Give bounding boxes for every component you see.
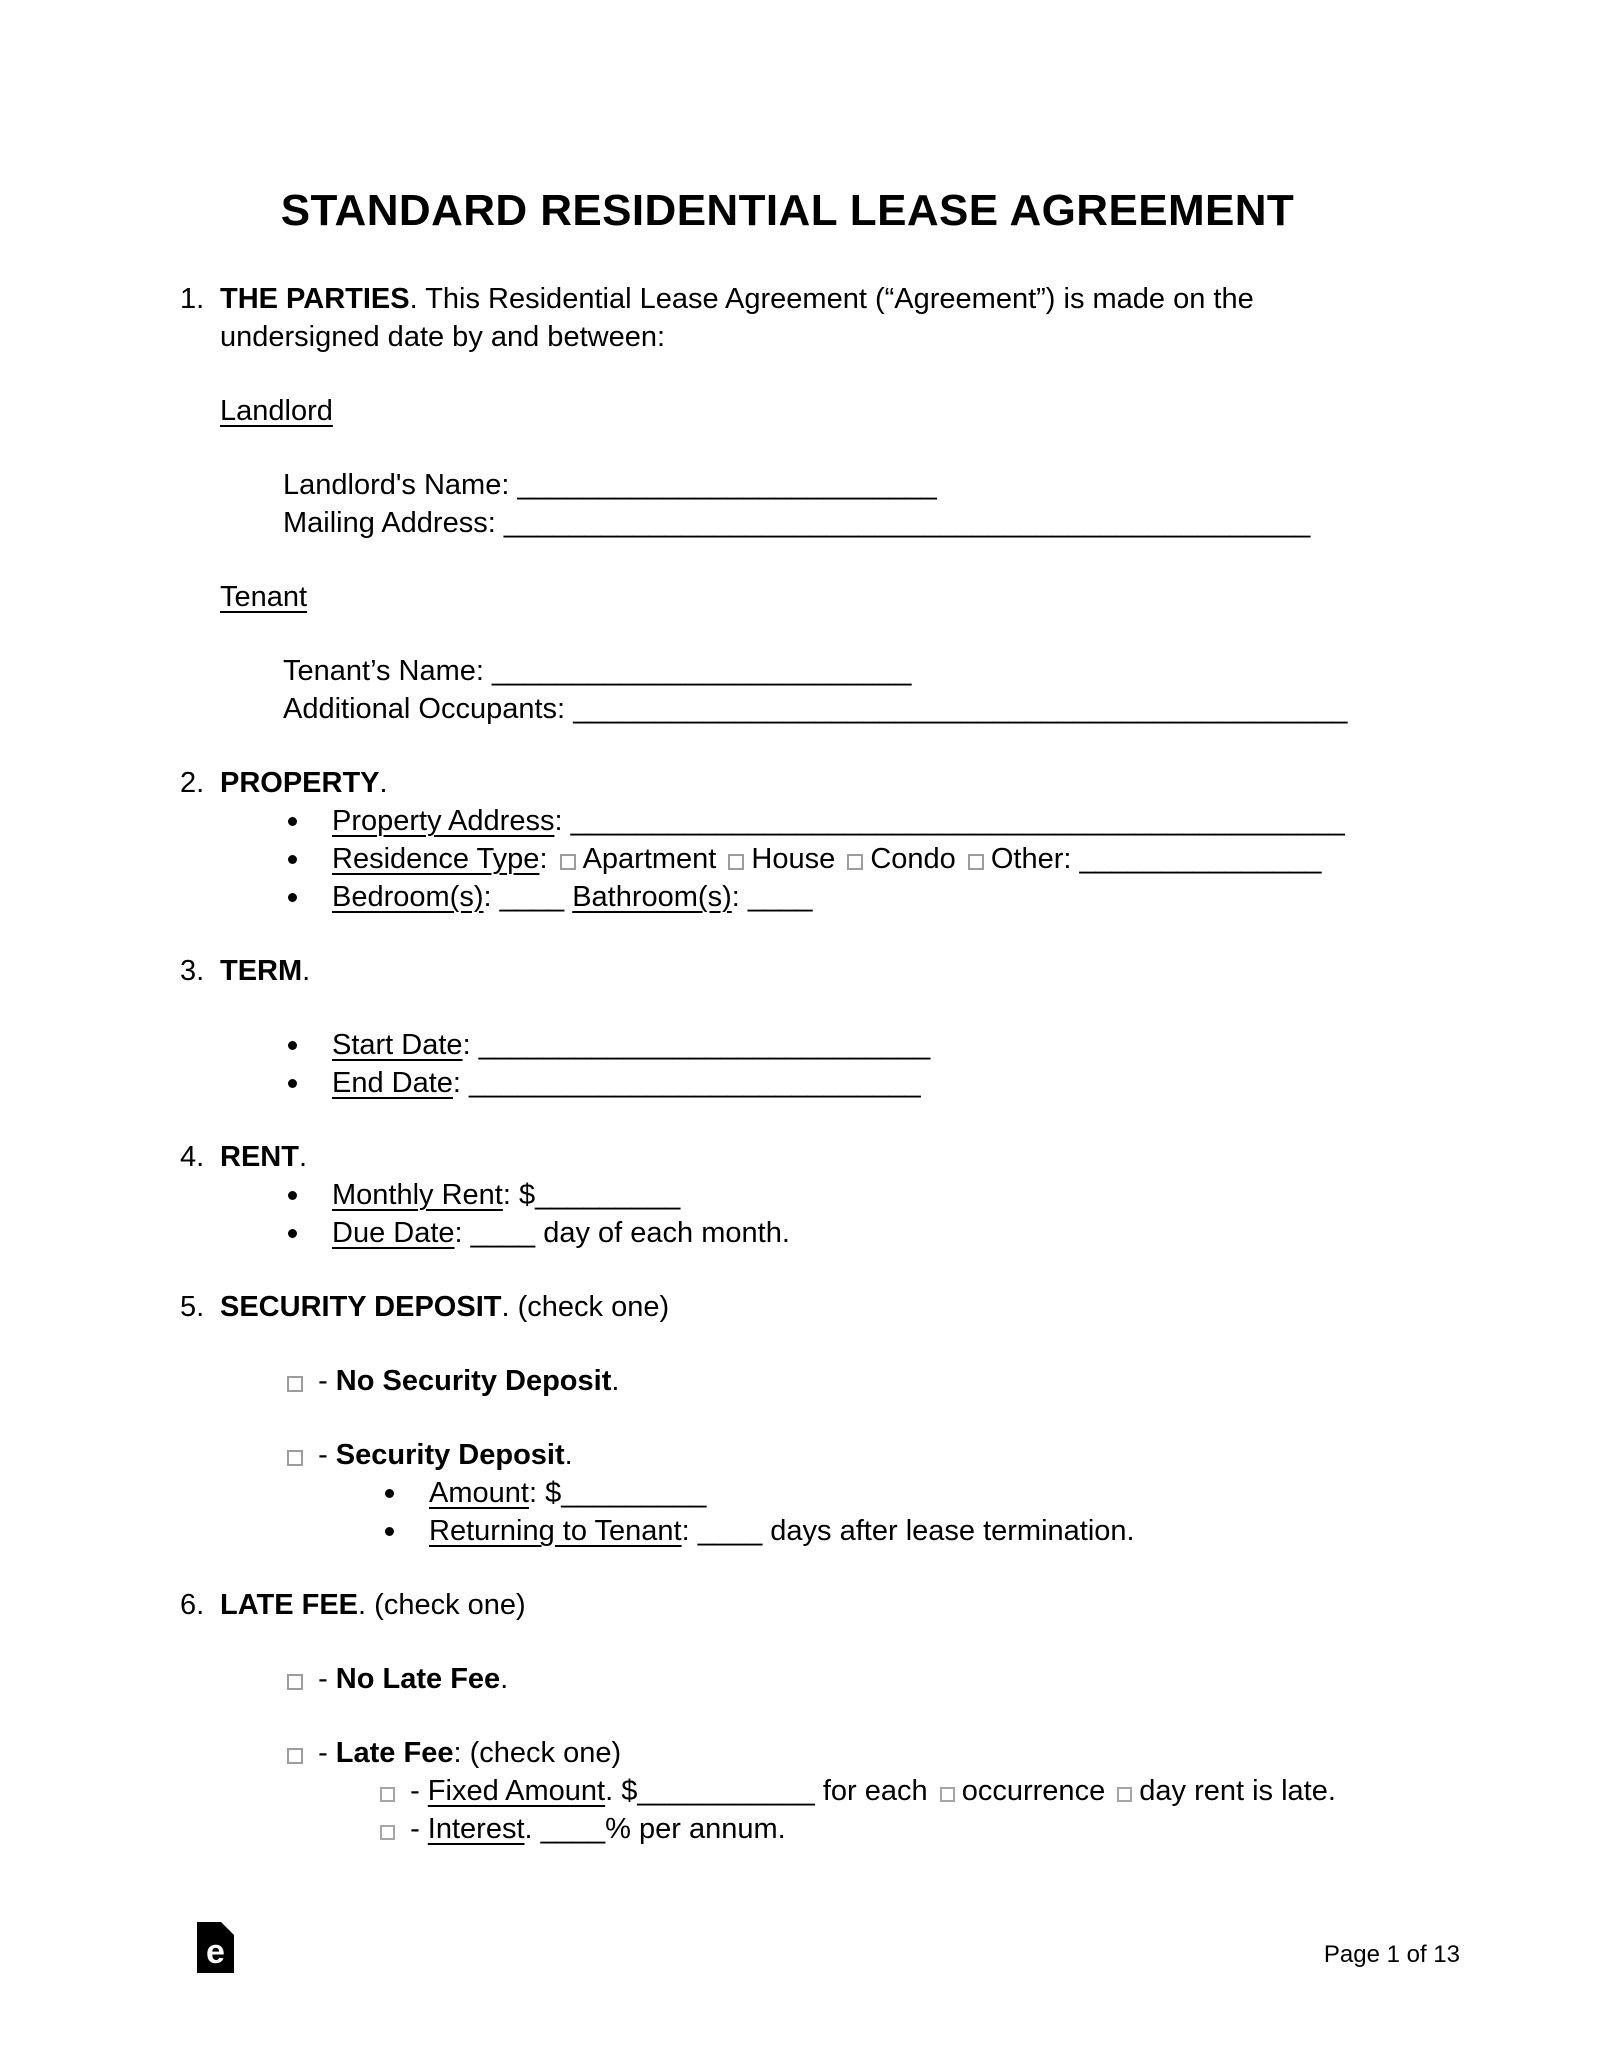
colon: : xyxy=(462,1029,471,1061)
monthly-rent-blank[interactable]: _________ xyxy=(535,1179,681,1211)
monthly-rent-line xyxy=(220,1176,1395,1214)
bedrooms-blank[interactable]: ____ xyxy=(499,881,565,913)
period: . xyxy=(605,1775,614,1807)
bathrooms-label: Bathroom(s) xyxy=(572,881,732,913)
bullet-icon xyxy=(288,1229,297,1238)
period: . xyxy=(524,1813,533,1845)
colon: : xyxy=(483,881,492,913)
dash: - xyxy=(318,1365,328,1397)
end-date-label: End Date xyxy=(332,1067,453,1099)
security-deposit-heading: SECURITY DEPOSIT xyxy=(220,1291,502,1323)
section-rent xyxy=(180,1138,1395,1252)
section-number: 6. xyxy=(180,1589,205,1621)
due-date-line xyxy=(220,1214,1395,1252)
checkbox-fixed-amount[interactable] xyxy=(380,1787,395,1802)
checkbox-security-deposit[interactable] xyxy=(287,1450,303,1466)
section-number: 4. xyxy=(180,1141,205,1173)
day-rent-late-label: day rent is late. xyxy=(1139,1775,1336,1807)
section-late-fee-body xyxy=(220,1586,1395,1848)
fixed-amount-option xyxy=(380,1772,1395,1810)
additional-occupants-line xyxy=(283,690,1395,728)
dash: - xyxy=(318,1439,328,1471)
section-number: 1. xyxy=(180,283,205,315)
landlord-name-label: Landlord's Name: xyxy=(283,469,510,501)
amount-line xyxy=(220,1474,1395,1512)
property-address-line xyxy=(220,802,1395,840)
colon: : xyxy=(554,805,563,837)
period: . xyxy=(379,767,388,799)
residence-type-line xyxy=(220,840,1395,878)
dollar-sign: $ xyxy=(518,1179,536,1211)
eforms-logo-icon xyxy=(197,1922,234,1973)
period: . xyxy=(564,1439,573,1471)
interest-label: Interest xyxy=(427,1813,525,1845)
fixed-amount-label: Fixed Amount xyxy=(427,1775,606,1807)
due-date-suffix: day of each month. xyxy=(543,1217,790,1249)
interest-suffix: % per annum. xyxy=(605,1813,786,1845)
checkbox-no-late-fee[interactable] xyxy=(287,1674,303,1690)
section-number: 5. xyxy=(180,1291,205,1323)
due-date-label: Due Date xyxy=(332,1217,455,1249)
landlord-fields xyxy=(283,466,1395,542)
page-number: Page 1 of 13 xyxy=(1323,1941,1460,1968)
colon: : xyxy=(502,1179,511,1211)
bathrooms-blank[interactable]: ____ xyxy=(747,881,813,913)
tenant-name-label: Tenant’s Name: xyxy=(283,655,484,687)
security-deposit-label: Security Deposit xyxy=(335,1439,565,1471)
bullet-icon xyxy=(288,817,297,826)
section-parties xyxy=(180,280,1395,728)
amount-label: Amount xyxy=(429,1477,529,1509)
fixed-amount-mid-text: for each xyxy=(822,1775,928,1807)
bedrooms-label: Bedroom(s) xyxy=(332,881,484,913)
landlord-name-blank[interactable]: __________________________ xyxy=(517,469,937,501)
period: . xyxy=(501,1291,510,1323)
colon: : xyxy=(452,1067,461,1099)
property-address-label: Property Address xyxy=(332,805,555,837)
bullet-icon xyxy=(288,855,297,864)
returning-line xyxy=(220,1512,1395,1550)
section-security-deposit-body xyxy=(220,1288,1395,1550)
period: . xyxy=(611,1365,620,1397)
bullet-icon xyxy=(385,1527,394,1536)
other-blank[interactable]: _______________ xyxy=(1079,843,1322,875)
term-heading-line xyxy=(220,952,1395,990)
term-heading: TERM xyxy=(220,955,303,987)
bullet-icon xyxy=(288,1079,297,1088)
returning-suffix: days after lease termination. xyxy=(770,1515,1135,1547)
check-one-note: (check one) xyxy=(374,1589,526,1621)
check-one-note: (check one) xyxy=(469,1737,622,1769)
dash: - xyxy=(410,1813,420,1845)
returning-blank[interactable]: ____ xyxy=(697,1515,763,1547)
occurrence-label: occurrence xyxy=(961,1775,1106,1807)
tenant-name-blank[interactable]: __________________________ xyxy=(492,655,912,687)
late-fee-label: Late Fee xyxy=(335,1737,454,1769)
section-term xyxy=(180,952,1395,1102)
checkbox-condo[interactable] xyxy=(847,854,863,870)
check-one-note: (check one) xyxy=(517,1291,670,1323)
security-deposit-heading-line xyxy=(220,1288,1395,1326)
property-address-blank[interactable]: ________________________________________________ xyxy=(570,805,1345,837)
section-property-body xyxy=(220,764,1395,916)
no-late-fee-label: No Late Fee xyxy=(335,1663,501,1695)
checkbox-late-fee[interactable] xyxy=(287,1748,303,1764)
section-term-body xyxy=(220,952,1395,1102)
rent-heading-line xyxy=(220,1138,1395,1176)
period: . xyxy=(500,1663,509,1695)
dash: - xyxy=(410,1775,420,1807)
no-security-deposit-option xyxy=(287,1362,1395,1400)
bedrooms-bathrooms-line xyxy=(220,878,1395,916)
apartment-label: Apartment xyxy=(582,843,717,875)
section-security-deposit xyxy=(180,1288,1395,1550)
dollar-sign: $ xyxy=(621,1775,638,1807)
colon: : xyxy=(681,1515,690,1547)
additional-occupants-blank[interactable]: ________________________________________________ xyxy=(573,693,1348,725)
checkbox-other[interactable] xyxy=(968,854,984,870)
condo-label: Condo xyxy=(870,843,956,875)
fixed-amount-blank[interactable]: ___________ xyxy=(637,1775,815,1807)
end-date-blank[interactable]: ____________________________ xyxy=(469,1067,921,1099)
section-late-fee xyxy=(180,1586,1395,1848)
residence-type-label: Residence Type xyxy=(332,843,540,875)
landlord-heading: Landlord xyxy=(220,395,333,427)
security-deposit-option xyxy=(287,1436,1395,1474)
mailing-address-line xyxy=(283,504,1395,542)
dash: - xyxy=(318,1663,328,1695)
due-date-blank[interactable]: ____ xyxy=(470,1217,536,1249)
rent-heading: RENT xyxy=(220,1141,299,1173)
colon: : xyxy=(528,1477,538,1509)
eforms-logo-letter: e xyxy=(206,1933,225,1971)
other-label: Other: xyxy=(990,843,1072,875)
period: . xyxy=(409,283,418,315)
document-content xyxy=(180,186,1395,1848)
period: . xyxy=(358,1589,367,1621)
returning-label: Returning to Tenant xyxy=(429,1515,682,1547)
house-label: House xyxy=(751,843,836,875)
section-number: 3. xyxy=(180,955,205,987)
mailing-address-label: Mailing Address: xyxy=(283,507,496,539)
mailing-address-blank[interactable]: __________________________________________________ xyxy=(503,507,1311,539)
parties-paragraph xyxy=(220,280,1395,356)
page-title: STANDARD RESIDENTIAL LEASE AGREEMENT xyxy=(280,186,1295,235)
amount-blank[interactable]: _________ xyxy=(561,1477,707,1509)
landlord-name-line xyxy=(283,466,1395,504)
checkbox-occurrence[interactable] xyxy=(940,1787,955,1802)
section-number: 2. xyxy=(180,767,205,799)
section-rent-body xyxy=(220,1138,1395,1252)
start-date-line xyxy=(220,1026,1395,1064)
checkbox-no-security-deposit[interactable] xyxy=(287,1376,303,1392)
dash: - xyxy=(318,1737,328,1769)
checkbox-house[interactable] xyxy=(728,854,744,870)
period: . xyxy=(298,1141,308,1173)
bullet-icon xyxy=(288,1191,297,1200)
colon: : xyxy=(453,1737,462,1769)
bullet-icon xyxy=(288,1041,297,1050)
section-parties-body xyxy=(220,280,1395,728)
period: . xyxy=(302,955,311,987)
tenant-fields xyxy=(283,652,1395,728)
interest-option xyxy=(380,1810,1395,1848)
colon: : xyxy=(539,843,548,875)
checkbox-day-rent-late[interactable] xyxy=(1117,1787,1132,1802)
checkbox-apartment[interactable] xyxy=(560,854,576,870)
checkbox-interest[interactable] xyxy=(380,1825,395,1840)
property-heading: PROPERTY xyxy=(220,767,380,799)
late-fee-heading-line xyxy=(220,1586,1395,1624)
bullet-icon xyxy=(288,893,297,902)
monthly-rent-label: Monthly Rent xyxy=(332,1179,503,1211)
colon: : xyxy=(731,881,740,913)
bullet-icon xyxy=(385,1489,394,1498)
no-late-fee-option xyxy=(287,1660,1395,1698)
no-security-deposit-label: No Security Deposit xyxy=(335,1365,612,1397)
colon: : xyxy=(454,1217,463,1249)
property-heading-line xyxy=(220,764,1395,802)
start-date-label: Start Date xyxy=(332,1029,463,1061)
section-property xyxy=(180,764,1395,916)
start-date-blank[interactable]: ____________________________ xyxy=(478,1029,931,1061)
late-fee-heading: LATE FEE xyxy=(220,1589,359,1621)
late-fee-option xyxy=(287,1734,1395,1772)
tenant-heading: Tenant xyxy=(220,581,308,613)
tenant-name-line xyxy=(283,652,1395,690)
parties-heading: THE PARTIES xyxy=(220,283,410,315)
dollar-sign: $ xyxy=(545,1477,562,1509)
end-date-line xyxy=(220,1064,1395,1102)
parties-text: This Residential Lease Agreement (“Agreement”) is made on the undersigned date by and between: xyxy=(220,283,1254,353)
interest-blank[interactable]: ____ xyxy=(540,1813,606,1845)
additional-occupants-label: Additional Occupants: xyxy=(283,693,566,725)
